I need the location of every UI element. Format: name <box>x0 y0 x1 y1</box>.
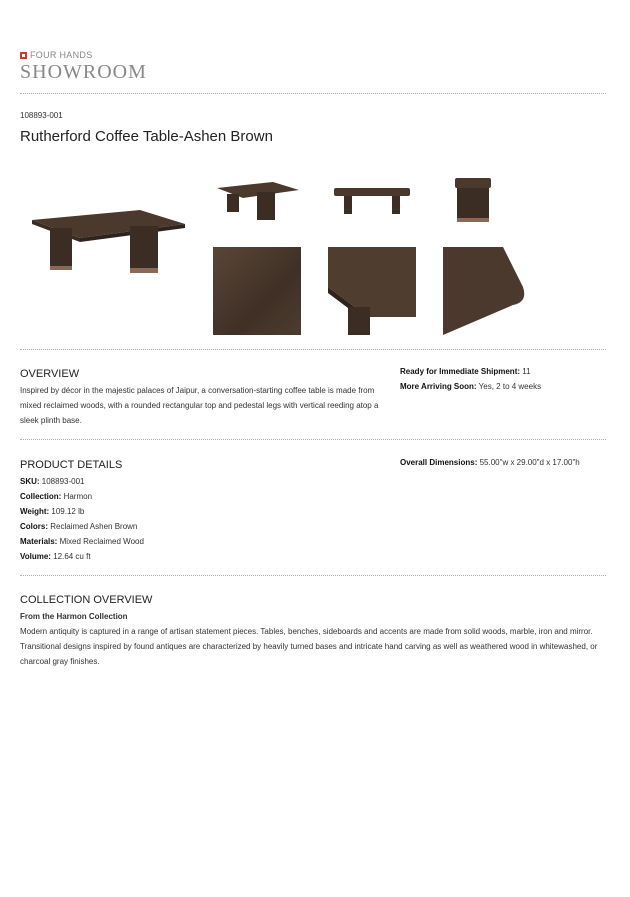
shipment-info <box>400 364 531 379</box>
product-thumbnail[interactable] <box>328 170 416 226</box>
detail-row <box>20 504 144 519</box>
brand-logo-top <box>20 50 93 60</box>
arriving-value: Yes, 2 to 4 weeks <box>476 382 542 391</box>
overview-text: Inspired by décor in the majestic palaces of Jaipur, a conversation-starting coffee table is made from mixed reclaimed woods, with a rounded rectangular top and pedestal legs with vertical reeding atop a sleek plinth base. <box>20 386 379 425</box>
divider <box>20 439 606 440</box>
brand-logo-main: SHOWROOM <box>20 61 147 83</box>
detail-value: Mixed Reclaimed Wood <box>57 537 144 546</box>
detail-key: SKU: <box>20 477 40 486</box>
divider <box>20 349 606 350</box>
shipment-value: 11 <box>520 367 531 376</box>
divider <box>20 575 606 576</box>
product-detail-image[interactable] <box>328 247 416 335</box>
detail-key: Collection: <box>20 492 62 501</box>
product-image-main[interactable] <box>20 190 196 288</box>
dimensions-value: 55.00"w x 29.00"d x 17.00"h <box>477 458 580 467</box>
details-heading: PRODUCT DETAILS <box>20 459 123 471</box>
collection-subheading: From the Harmon Collection <box>20 612 128 621</box>
arriving-info <box>400 379 541 394</box>
brand-top-text: FOUR HANDS <box>30 50 93 60</box>
detail-row <box>20 534 144 549</box>
dimensions-label: Overall Dimensions: <box>400 458 478 467</box>
detail-key: Materials: <box>20 537 58 546</box>
detail-row <box>20 489 144 504</box>
divider <box>20 93 606 94</box>
product-thumbnail[interactable] <box>213 170 301 226</box>
collection-text: Modern antiquity is captured in a range of artisan statement pieces. Tables, benches, sideboards and accents are made from solid woods, marble, iron and mirror. Transitional designs inspired by found antiques are characterized by heavily turned bases and intricate hand carving as well as weathered wood in whitewashed, or charcoal gray finishes. <box>20 627 598 666</box>
details-list <box>20 474 144 564</box>
shipment-label: Ready for Immediate Shipment: <box>400 367 521 376</box>
arriving-label: More Arriving Soon: <box>400 382 477 391</box>
detail-row <box>20 519 144 534</box>
detail-value: 12.64 cu ft <box>50 552 91 561</box>
detail-value: Reclaimed Ashen Brown <box>48 522 138 531</box>
collection-heading: COLLECTION OVERVIEW <box>20 594 153 606</box>
detail-row <box>20 549 144 564</box>
detail-key: Volume: <box>20 552 51 561</box>
brand-square-icon <box>20 52 27 59</box>
detail-row <box>20 474 144 489</box>
detail-value: 108893-001 <box>39 477 85 486</box>
detail-value: Harmon <box>61 492 93 501</box>
product-detail-image[interactable] <box>443 247 543 335</box>
overview-heading: OVERVIEW <box>20 368 80 380</box>
product-detail-image[interactable] <box>213 247 301 335</box>
detail-key: Colors: <box>20 522 48 531</box>
product-sku: 108893-001 <box>20 111 63 120</box>
page-title: Rutherford Coffee Table-Ashen Brown <box>20 128 273 145</box>
detail-value: 109.12 lb <box>49 507 85 516</box>
product-thumbnail[interactable] <box>443 170 543 226</box>
detail-key: Weight: <box>20 507 50 516</box>
dimensions-info <box>400 455 580 470</box>
